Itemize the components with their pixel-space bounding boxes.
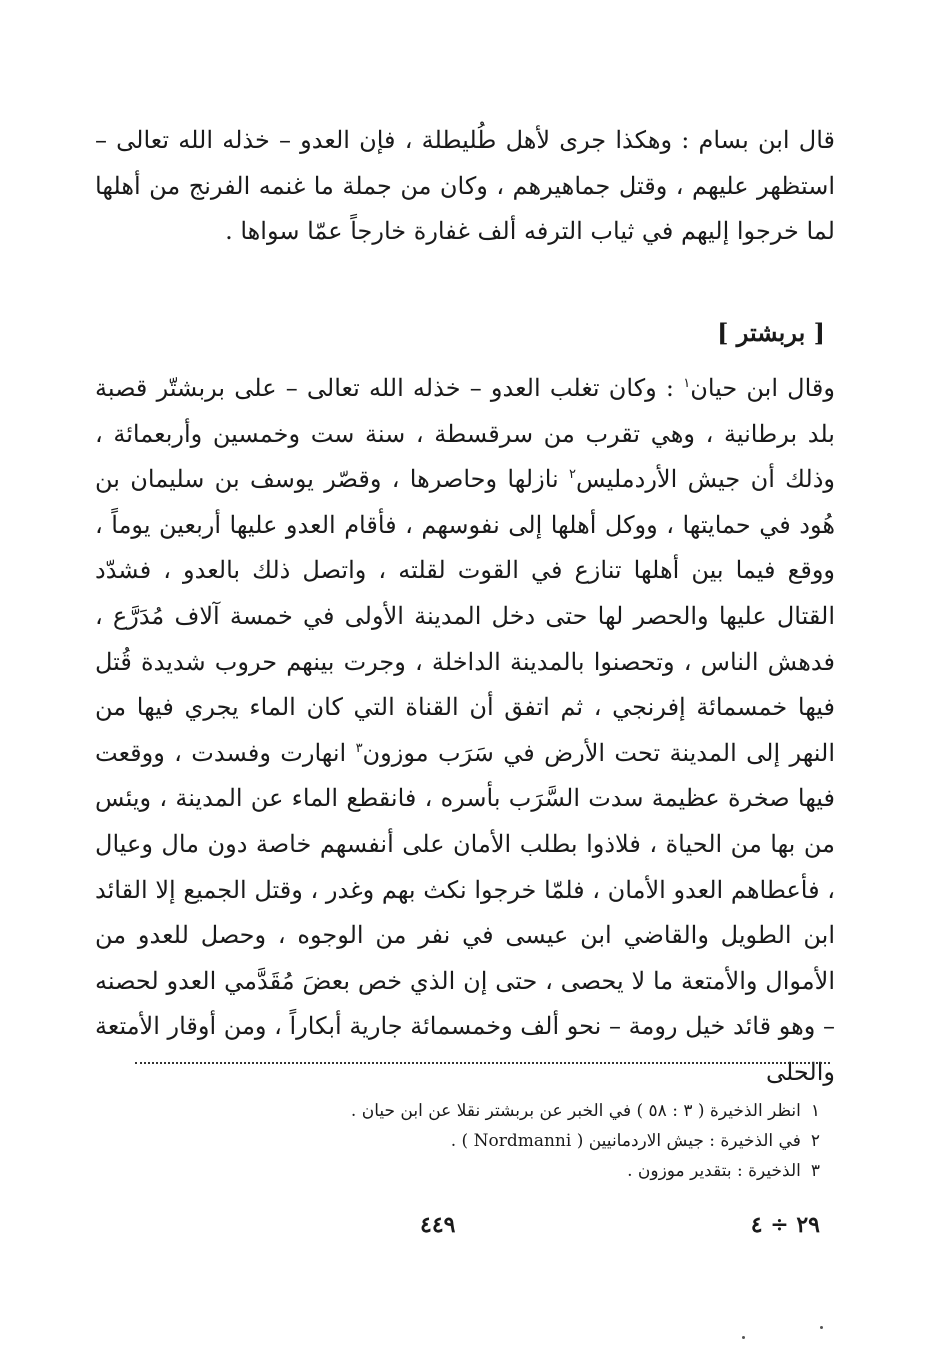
footnotes-list [120,1096,820,1186]
main-text-part: : وكان تغلب العدو – خذله الله تعالى – على بربشتّر قصبة بلد برطانية ، وهي تقرب من سرقسطة ، سنة ست وخمسين وأربعمائة ، وذلك أن جيش الأردمليس [95,374,835,494]
footnote-item [120,1156,820,1186]
footnote-number: ١ [810,1101,820,1121]
footnote-text: الذخيرة : بتقدير موزون . [627,1161,801,1181]
intro-paragraph: قال ابن بسام : وهكذا جرى لأهل طُليطلة ، فإن العدو – خذله الله تعالى – استظهر عليهم ، وقتل جماهيرهم ، وكان من جملة ما غنمه الفرنج من أهلها لما خرجوا إليهم في ثياب الترفه ألف غفارة خارجاً عمّا سواها . [95,126,835,246]
footnote-number: ٣ [810,1161,820,1181]
footnote-text: انظر الذخيرة ( ٣ : ٥٨ ) في الخبر عن بربشتر نقلا عن ابن حيان . [350,1101,801,1121]
footnote-ref-2[interactable]: ٢ [569,467,576,483]
section-heading: [ بربشتر ] [717,318,825,347]
footnote-text: في الذخيرة : جيش الاردمانيين ( Nordmanni ) . [450,1131,801,1151]
scan-speck [742,1336,745,1339]
main-text-part: نازلها وحاصرها ، وقصّر يوسف بن سليمان بن هُود في حمايتها ، ووكل أهلها إلى نفوسهم ، فأقام العدو عليها أربعين يوماً ، ووقع فيما بين أهلها تنازع في القوت لقلته ، واتصل ذلك بالعدو ، فشدّد القتال عليها والحصر لها حتى دخل المدينة الأولى في خمسة آلاف مُدَرَّع ، فدهش الناس ، وتحصنوا بالمدينة الداخلة ، وجرت بينهم حروب شديدة قُتل فيها خمسمائة إفرنجي ، ثم اتفق أن القناة التي كان الماء يجري فيها من النهر إلى المدينة تحت الأرض في سَرَب موزون [95,465,835,767]
footnote-item [120,1126,820,1156]
footnote-number: ٢ [810,1131,820,1151]
footnote-ref-3[interactable]: ٣ [355,740,363,756]
footnote-separator [135,1062,830,1064]
main-paragraph [95,366,835,1096]
scan-speck [820,1326,823,1329]
main-text-part: انهارت وفسدت ، ووقعت فيها صخرة عظيمة سدت السَّرَب بأسره ، فانقطع الماء عن المدينة ، ويئس من بها من الحياة ، فلاذوا بطلب الأمان على أنفسهم خاصة دون مال وعيال ، فأعطاهم العدو الأمان ، فلمّا خرجوا نكث بهم وغدر ، وقتل الجميع إلا القائد ابن الطويل والقاضي ابن عيسى في نفر من الوجوه ، وحصل للعدو من الأموال والأمتعة ما لا يحصى ، حتى إن الذي خص بعضَ مُقَدَّمي العدو لحصنه – وهو قائد خيل رومة – نحو ألف وخمسمائة جارية أبكاراً ، ومن أوقار الأمتعة والحلى [95,738,835,1086]
footnote-ref-1[interactable]: ١ [683,376,691,391]
main-text-part: وقال ابن حيان [690,374,835,402]
footnote-item [120,1096,820,1126]
signature-mark: ٢٩ ÷ ٤ [750,1212,820,1238]
page-number: ٤٤٩ [420,1212,456,1238]
